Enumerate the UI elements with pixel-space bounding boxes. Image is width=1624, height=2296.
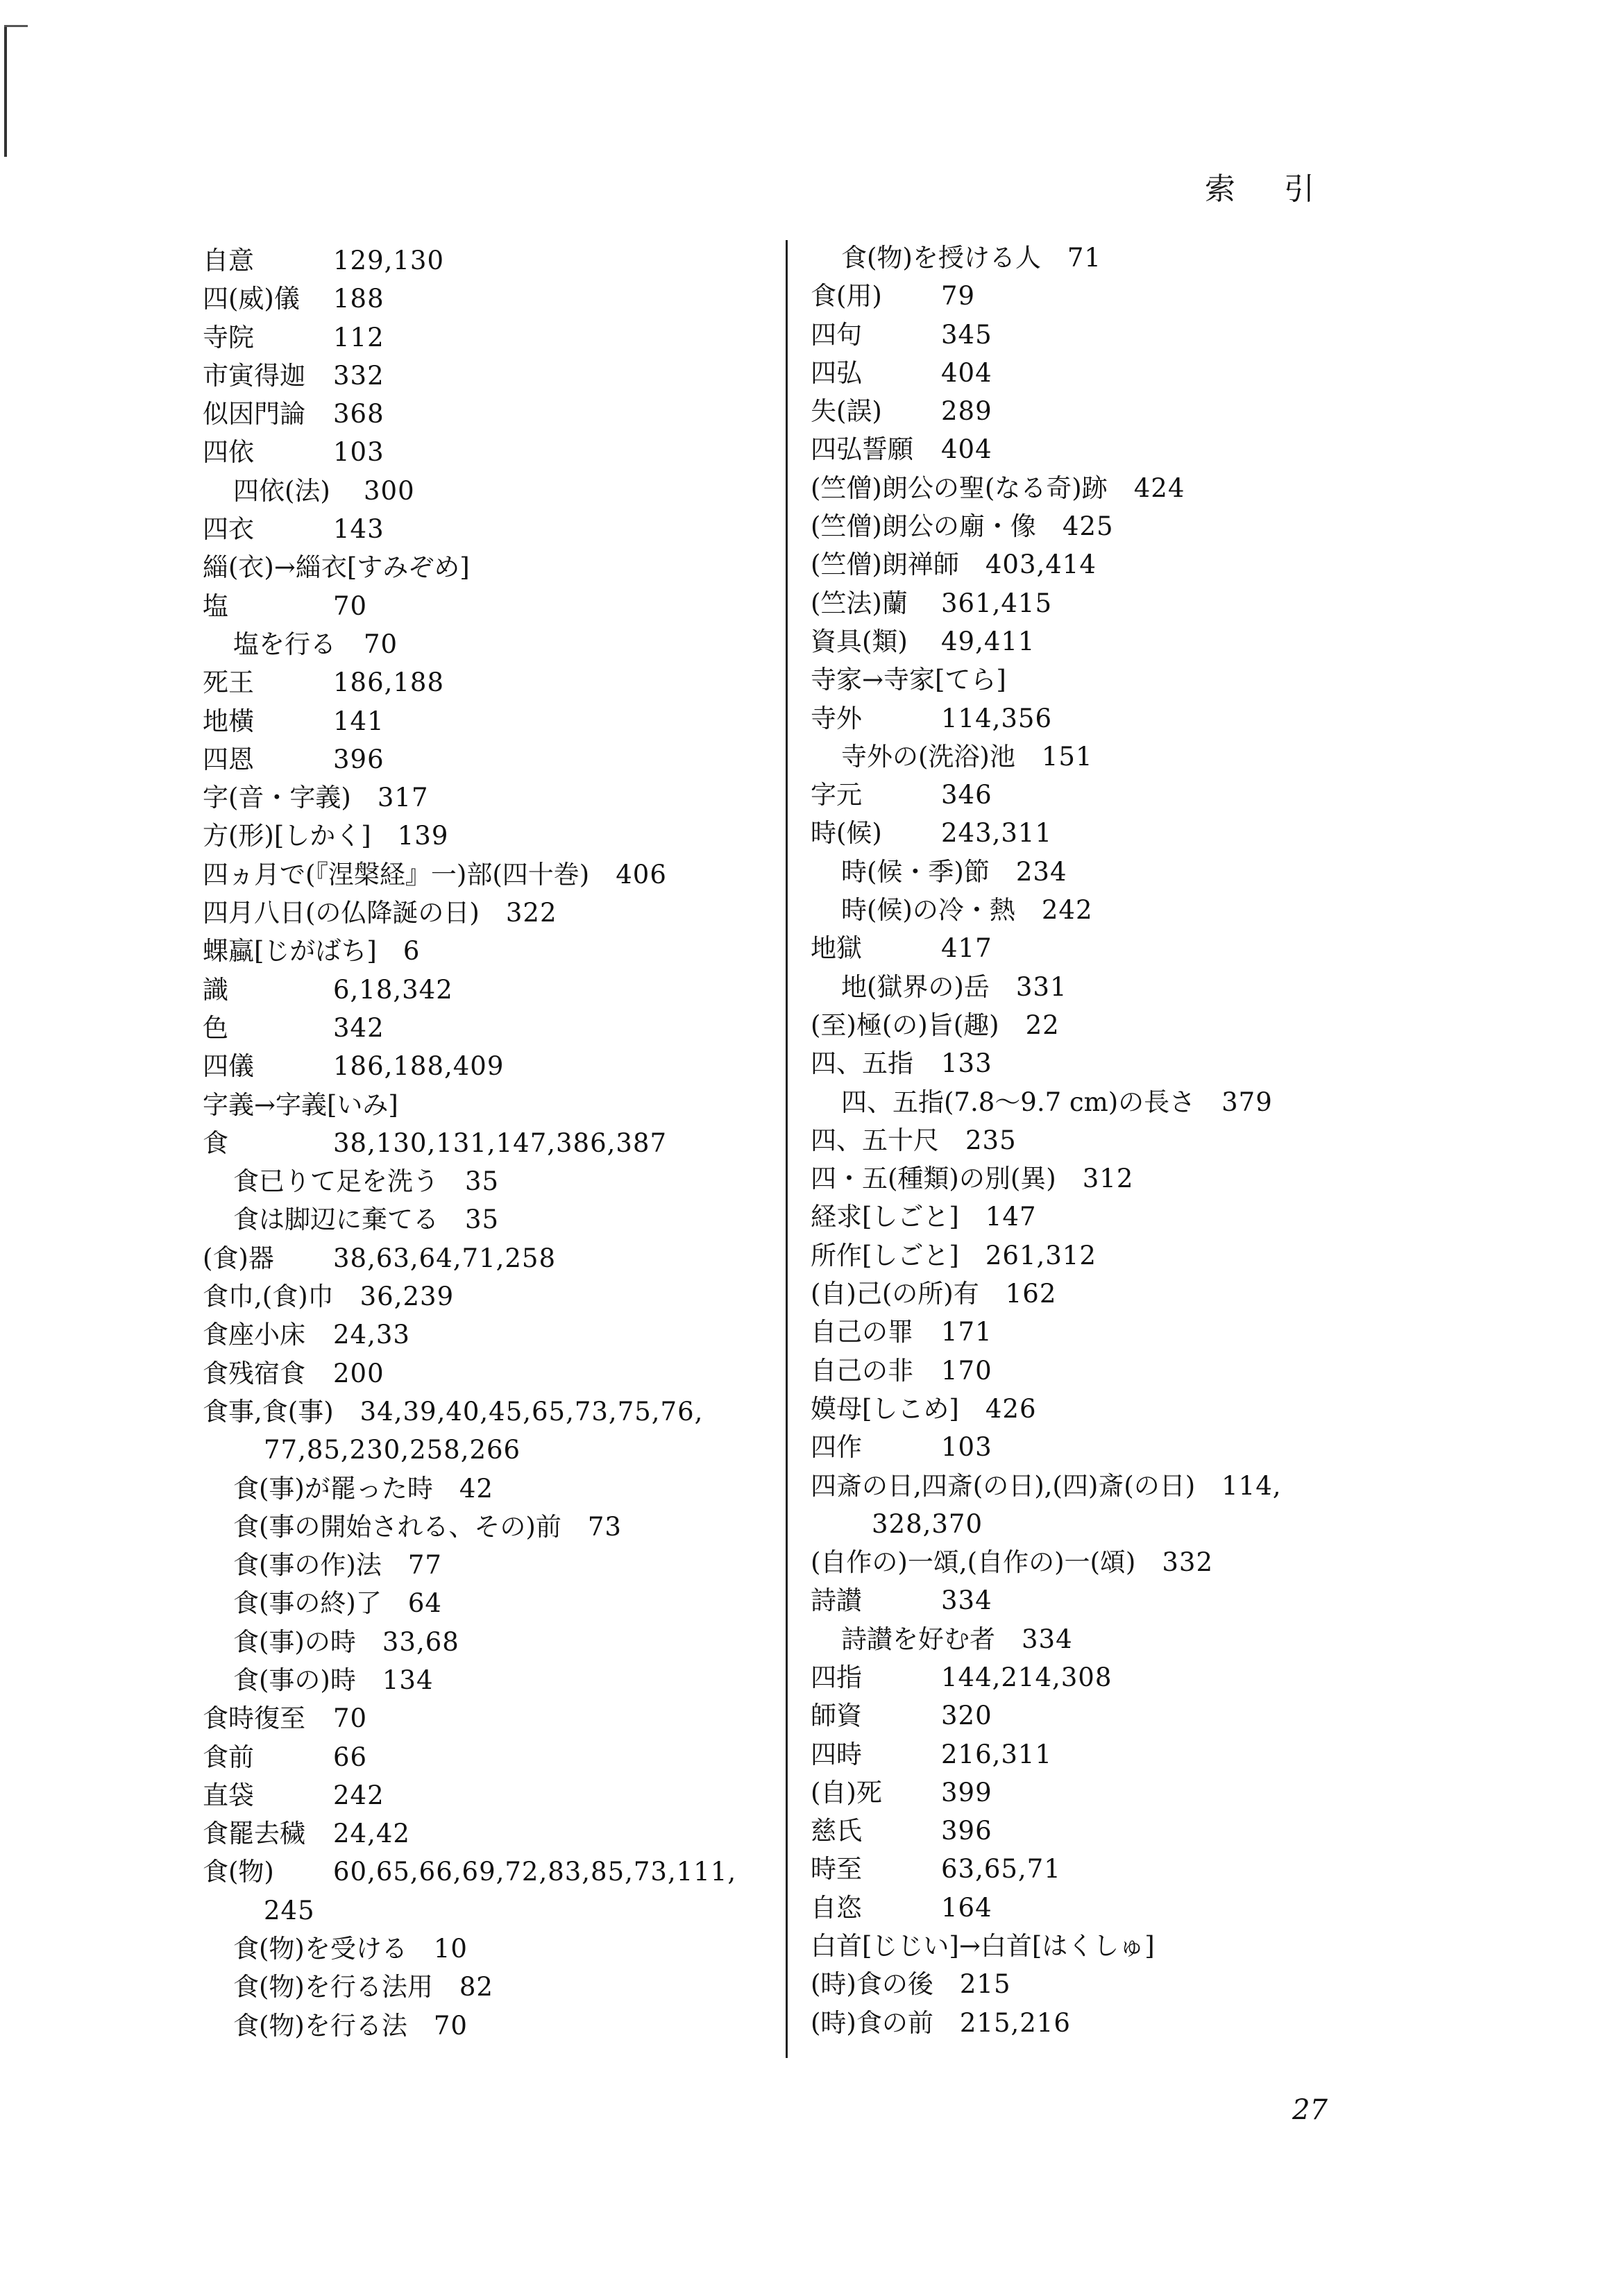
index-entry: [811, 699, 1387, 738]
index-pages: 134: [382, 1665, 434, 1695]
index-entry: [811, 1735, 1387, 1774]
index-term: 自恣: [811, 1892, 862, 1923]
index-entry: [203, 1891, 779, 1930]
index-term: 時至: [811, 1854, 862, 1885]
index-term: 四月八日(の仏降誕の日): [203, 898, 480, 928]
crop-mark-top: [4, 25, 28, 27]
index-term: 詩讃: [811, 1585, 862, 1616]
index-entry: [203, 1470, 779, 1508]
index-term: 死王: [203, 667, 254, 698]
index-term: 慈氏: [811, 1816, 862, 1846]
index-term: 地(獄界の)岳: [841, 971, 990, 1002]
index-term: 自己の罪: [811, 1317, 913, 1347]
index-term: 食(物)を授ける人: [841, 243, 1041, 273]
index-pages: 399: [941, 1777, 992, 1808]
index-pages: 162: [1005, 1279, 1057, 1309]
index-term: 寺家→寺家[てら]: [811, 665, 1006, 695]
index-entry: [811, 2004, 1387, 2042]
index-entry: [811, 1083, 1387, 1121]
index-entry: [811, 1275, 1387, 1313]
index-term: 食: [203, 1128, 228, 1158]
index-entry: [811, 1121, 1387, 1159]
index-term: 寺院: [203, 322, 254, 352]
index-term: 字(音・字義): [203, 783, 351, 813]
index-pages: 63,65,71: [941, 1854, 1061, 1885]
index-term: 四(威)儀: [203, 284, 300, 314]
index-entry: [203, 779, 779, 817]
index-entry: [811, 1812, 1387, 1850]
index-pages: 215,216: [959, 2007, 1071, 2038]
index-term: 所作[しごと]: [811, 1240, 959, 1270]
index-pages: 70: [333, 590, 368, 621]
index-entry: [203, 971, 779, 1009]
index-entry: [203, 241, 779, 280]
index-entry: [203, 1930, 779, 1968]
index-term: (時)食の後: [811, 1969, 933, 2000]
index-pages: 216,311: [941, 1739, 1053, 1769]
index-pages: 38,130,131,147,386,387: [333, 1128, 667, 1158]
index-entry: [811, 1697, 1387, 1735]
index-pages: 70: [333, 1703, 368, 1734]
index-entry: [203, 1853, 779, 1891]
column-divider: [786, 240, 788, 2058]
index-term: 緇(衣)→緇衣[すみぞめ]: [203, 552, 470, 583]
index-term: 食(物)を受ける: [233, 1934, 407, 1964]
index-pages: 141: [333, 706, 384, 736]
index-entry: [203, 1584, 779, 1622]
index-term: 食事,食(事): [203, 1396, 334, 1427]
index-entry: [203, 1316, 779, 1354]
index-entry: [203, 1546, 779, 1584]
index-term: 四弘誓願: [811, 434, 913, 465]
index-term: (竺僧)朗公の廟・像: [811, 511, 1036, 542]
index-term: 四依(法): [233, 475, 330, 506]
index-term: 寺外: [811, 703, 862, 733]
index-term: 四恩: [203, 744, 254, 774]
index-pages: 71: [1067, 243, 1101, 273]
index-term: 食(事の)時: [233, 1665, 356, 1695]
index-entry: [203, 1393, 779, 1431]
index-term: 蜾蠃[じがばち]: [203, 936, 377, 967]
index-term: 食(物): [203, 1857, 274, 1887]
index-pages: 342: [333, 1012, 384, 1043]
index-pages: 188: [333, 284, 384, 314]
index-term: (自作の)一頌,(自作の)一(頌): [811, 1547, 1136, 1578]
index-term: 四句: [811, 319, 862, 350]
index-pages: 139: [397, 821, 449, 851]
index-pages: 186,188,409: [333, 1051, 505, 1082]
index-entry: [811, 507, 1387, 545]
index-entry: [203, 702, 779, 740]
index-term: 四、五十尺: [811, 1125, 939, 1155]
index-pages: 10: [433, 1934, 468, 1964]
index-term: 食(事の作)法: [233, 1550, 382, 1581]
index-term: 食罷去穢: [203, 1819, 305, 1849]
index-entry: [203, 1277, 779, 1316]
index-entry: [811, 929, 1387, 967]
index-pages: 404: [941, 357, 992, 388]
index-pages: 38,63,64,71,258: [333, 1243, 556, 1273]
index-entry: [811, 1159, 1387, 1198]
index-entry: [811, 1044, 1387, 1082]
index-term: 食(用): [811, 281, 882, 312]
index-term: 食(事の終)了: [233, 1588, 382, 1619]
index-pages: 70: [364, 629, 398, 659]
index-term: 四時: [811, 1739, 862, 1769]
index-term: 経求[しごと]: [811, 1202, 959, 1232]
index-term: 詩讃を好む者: [841, 1624, 995, 1654]
index-entry: [811, 1889, 1387, 1927]
index-pages: 6: [403, 936, 421, 967]
index-entry: [811, 968, 1387, 1006]
index-entry: [811, 661, 1387, 699]
index-term: (食)器: [203, 1243, 274, 1273]
index-entry: [811, 1927, 1387, 1965]
index-pages: 300: [364, 475, 415, 506]
index-entry: [203, 318, 779, 357]
index-term: 食(物)を行る法: [233, 2010, 407, 2041]
index-pages: 332: [333, 360, 384, 391]
index-entry: [203, 1354, 779, 1393]
index-entry: [811, 584, 1387, 622]
index-term: (竺僧)朗禅師: [811, 550, 959, 580]
index-entry: [203, 1814, 779, 1853]
index-pages: 6,18,342: [333, 974, 453, 1005]
index-term: (竺僧)朗公の聖(なる奇)跡: [811, 473, 1108, 503]
index-term: 四儀: [203, 1051, 254, 1082]
index-pages: 403,414: [985, 550, 1097, 580]
index-entry: [203, 395, 779, 433]
index-pages: 114,356: [941, 703, 1053, 733]
index-pages: 144,214,308: [941, 1662, 1113, 1692]
index-pages: 406: [616, 859, 667, 890]
index-entry: [203, 740, 779, 779]
index-pages: 424: [1133, 473, 1185, 503]
index-entry: [811, 853, 1387, 891]
index-pages: 322: [505, 898, 557, 928]
index-entry: [811, 239, 1387, 277]
index-entry: [203, 357, 779, 395]
index-entry: [203, 932, 779, 970]
index-pages: 368: [333, 399, 384, 430]
index-pages: 22: [1025, 1010, 1060, 1040]
index-term: 時(候・季)節: [841, 856, 990, 887]
index-pages: 186,188: [333, 667, 445, 698]
index-pages: 345: [941, 319, 992, 350]
index-term: 四作: [811, 1432, 862, 1463]
index-pages: 426: [985, 1393, 1037, 1424]
index-pages: 129,130: [333, 246, 445, 275]
running-head: 索引: [1205, 171, 1363, 207]
index-entry: [811, 776, 1387, 814]
index-pages: 346: [941, 780, 992, 810]
index-pages: 328,370: [872, 1508, 983, 1539]
index-entry: [811, 1850, 1387, 1888]
index-term: 寺外の(洗浴)池: [841, 741, 1015, 772]
index-entry: [203, 548, 779, 586]
index-entry: [203, 1162, 779, 1200]
index-entry: [203, 663, 779, 701]
index-term: 直袋: [203, 1780, 254, 1810]
index-entry: [203, 510, 779, 548]
index-pages: 82: [459, 1972, 493, 2002]
index-entry: [811, 738, 1387, 776]
index-pages: 49,411: [941, 626, 1035, 656]
index-pages: 66: [333, 1742, 368, 1772]
index-pages: 77: [407, 1550, 442, 1581]
index-term: 食(事)の時: [233, 1626, 356, 1657]
index-pages: 24,42: [333, 1819, 410, 1849]
index-entry: [811, 1006, 1387, 1044]
index-pages: 245: [264, 1895, 315, 1925]
index-term: 食座小床: [203, 1320, 305, 1350]
index-pages: 42: [459, 1473, 493, 1504]
index-pages: 234: [1015, 856, 1067, 887]
index-entry: [203, 1623, 779, 1661]
index-pages: 103: [941, 1432, 992, 1463]
index-term: 地橫: [203, 706, 254, 736]
index-term: 食巾,(食)巾: [203, 1282, 334, 1312]
index-entry: [203, 894, 779, 932]
index-pages: 77,85,230,258,266: [264, 1435, 521, 1465]
index-pages: 164: [941, 1892, 992, 1923]
index-pages: 404: [941, 434, 992, 465]
index-pages: 396: [941, 1816, 992, 1846]
index-pages: 70: [433, 2010, 468, 2041]
index-pages: 33,68: [382, 1626, 459, 1657]
index-pages: 35: [465, 1166, 500, 1197]
index-term: 食(事)が罷った時: [233, 1473, 433, 1504]
index-pages: 114,: [1221, 1470, 1282, 1501]
index-term: 資具(類): [811, 626, 908, 656]
index-column-left: [203, 241, 779, 2045]
index-pages: 112: [333, 322, 384, 352]
index-entry: [811, 354, 1387, 392]
index-entry: [203, 1968, 779, 2006]
index-term: (自)己(の所)有: [811, 1279, 979, 1309]
index-pages: 379: [1221, 1087, 1273, 1117]
index-pages: 320: [941, 1701, 992, 1731]
index-term: 四弘: [811, 357, 862, 388]
index-term: 食前: [203, 1742, 254, 1772]
index-entry: [203, 433, 779, 471]
index-pages: 143: [333, 514, 384, 545]
index-entry: [203, 1239, 779, 1277]
index-term: 食已りて足を洗う: [233, 1166, 439, 1197]
index-pages: 396: [333, 744, 384, 774]
index-entry: [811, 1390, 1387, 1428]
index-entry: [811, 469, 1387, 507]
index-entry: [811, 1581, 1387, 1619]
index-pages: 332: [1162, 1547, 1213, 1578]
index-term: (時)食の前: [811, 2007, 933, 2038]
index-term: (自)死: [811, 1777, 882, 1808]
index-term: 食は脚辺に棄てる: [233, 1205, 439, 1235]
index-term: 四依: [203, 437, 254, 468]
index-pages: 417: [941, 933, 992, 964]
index-entry: [203, 1661, 779, 1699]
index-entry: [811, 1505, 1387, 1543]
index-entry: [811, 545, 1387, 584]
index-term: 塩: [203, 590, 228, 621]
index-pages: 242: [333, 1780, 384, 1810]
index-pages: 235: [965, 1125, 1017, 1155]
index-term: 四衣: [203, 514, 254, 545]
index-pages: 60,65,66,69,72,83,85,73,111,: [333, 1857, 737, 1887]
index-entry: [811, 1198, 1387, 1236]
page-number: 27: [1292, 2094, 1328, 2126]
index-term: 失(誤): [811, 396, 882, 427]
index-term: 字元: [811, 780, 862, 810]
index-term: 時(候)の冷・熱: [841, 895, 1015, 926]
index-pages: 171: [941, 1317, 992, 1347]
index-pages: 133: [941, 1048, 992, 1079]
index-entry: [811, 1965, 1387, 2003]
index-pages: 73: [587, 1511, 622, 1542]
index-pages: 289: [941, 396, 992, 427]
index-term: 四、五指(7.8〜9.7 cm)の長さ: [841, 1087, 1196, 1117]
index-term: 食時復至: [203, 1703, 305, 1734]
index-pages: 147: [985, 1202, 1037, 1232]
index-pages: 215: [959, 1969, 1011, 2000]
index-term: 食(物)を行る法用: [233, 1972, 433, 2002]
index-pages: 151: [1041, 741, 1093, 772]
index-pages: 34,39,40,45,65,73,75,76,: [360, 1396, 704, 1427]
index-term: 時(候): [811, 818, 882, 849]
index-pages: 317: [377, 783, 429, 813]
index-entry: [811, 1467, 1387, 1505]
index-term: 色: [203, 1012, 228, 1043]
index-term: 地獄: [811, 933, 862, 964]
index-pages: 331: [1015, 971, 1067, 1002]
index-term: 四指: [811, 1662, 862, 1692]
index-entry: [203, 2007, 779, 2045]
index-term: 市寅得迦: [203, 360, 305, 391]
index-entry: [811, 430, 1387, 468]
index-term: 白首[じじい]→白首[はくしゅ]: [811, 1931, 1155, 1962]
index-term: 四斎の日,四斎(の日),(四)斎(の日): [811, 1470, 1196, 1501]
index-entry: [203, 625, 779, 663]
index-term: 自己の非: [811, 1355, 913, 1386]
index-term: 塩を行る: [233, 629, 336, 659]
index-entry: [811, 392, 1387, 430]
index-entry: [811, 1428, 1387, 1466]
index-entry: [811, 1543, 1387, 1581]
index-term: 自意: [203, 246, 254, 275]
index-term: 方(形)[しかく]: [203, 821, 371, 851]
index-entry: [811, 891, 1387, 929]
index-pages: 79: [941, 281, 976, 312]
index-pages: 24,33: [333, 1320, 410, 1350]
index-entry: [203, 817, 779, 855]
index-entry: [811, 1352, 1387, 1390]
index-pages: 170: [941, 1355, 992, 1386]
index-column-right: [811, 239, 1387, 2042]
index-entry: [811, 1658, 1387, 1697]
index-entry: [203, 1124, 779, 1162]
index-term: 四・五(種類)の別(異): [811, 1164, 1056, 1194]
index-pages: 36,239: [360, 1282, 455, 1312]
index-pages: 312: [1082, 1164, 1134, 1194]
index-entry: [203, 1047, 779, 1085]
index-pages: 242: [1041, 895, 1093, 926]
index-term: 食残宿食: [203, 1358, 305, 1388]
index-entry: [811, 316, 1387, 354]
index-entry: [203, 1009, 779, 1047]
index-entry: [811, 1620, 1387, 1658]
index-entry: [203, 472, 779, 510]
index-term: 似因門論: [203, 399, 305, 430]
index-entry: [203, 587, 779, 625]
index-pages: 261,312: [985, 1240, 1097, 1270]
index-pages: 334: [941, 1585, 992, 1616]
index-term: (竺法)蘭: [811, 588, 908, 618]
index-pages: 243,311: [941, 818, 1053, 849]
index-entry: [203, 1431, 779, 1469]
index-entry: [203, 1738, 779, 1776]
crop-mark: [4, 25, 7, 157]
index-term: 嫫母[しこめ]: [811, 1393, 959, 1424]
index-entry: [203, 1508, 779, 1546]
index-entry: [811, 1313, 1387, 1351]
index-pages: 425: [1062, 511, 1114, 542]
index-entry: [203, 280, 779, 318]
index-entry: [811, 1236, 1387, 1275]
index-entry: [203, 1699, 779, 1737]
index-pages: 64: [407, 1588, 442, 1619]
index-entry: [811, 277, 1387, 315]
index-entry: [203, 1086, 779, 1124]
index-entry: [811, 814, 1387, 852]
index-pages: 35: [465, 1205, 500, 1235]
index-term: (至)極(の)旨(趣): [811, 1010, 999, 1040]
index-entry: [811, 1774, 1387, 1812]
index-entry: [811, 622, 1387, 661]
index-pages: 103: [333, 437, 384, 468]
index-pages: 334: [1022, 1624, 1073, 1654]
index-term: 師資: [811, 1701, 862, 1731]
index-pages: 200: [333, 1358, 384, 1388]
index-term: 四、五指: [811, 1048, 913, 1079]
index-term: 食(事の開始される、その)前: [233, 1511, 561, 1542]
index-term: 識: [203, 974, 228, 1005]
index-entry: [203, 1200, 779, 1239]
index-term: 字義→字義[いみ]: [203, 1089, 398, 1120]
index-term: 四ヵ月で(『涅槃経』一)部(四十巻): [203, 859, 590, 890]
index-pages: 361,415: [941, 588, 1053, 618]
index-entry: [203, 856, 779, 894]
index-entry: [203, 1776, 779, 1814]
